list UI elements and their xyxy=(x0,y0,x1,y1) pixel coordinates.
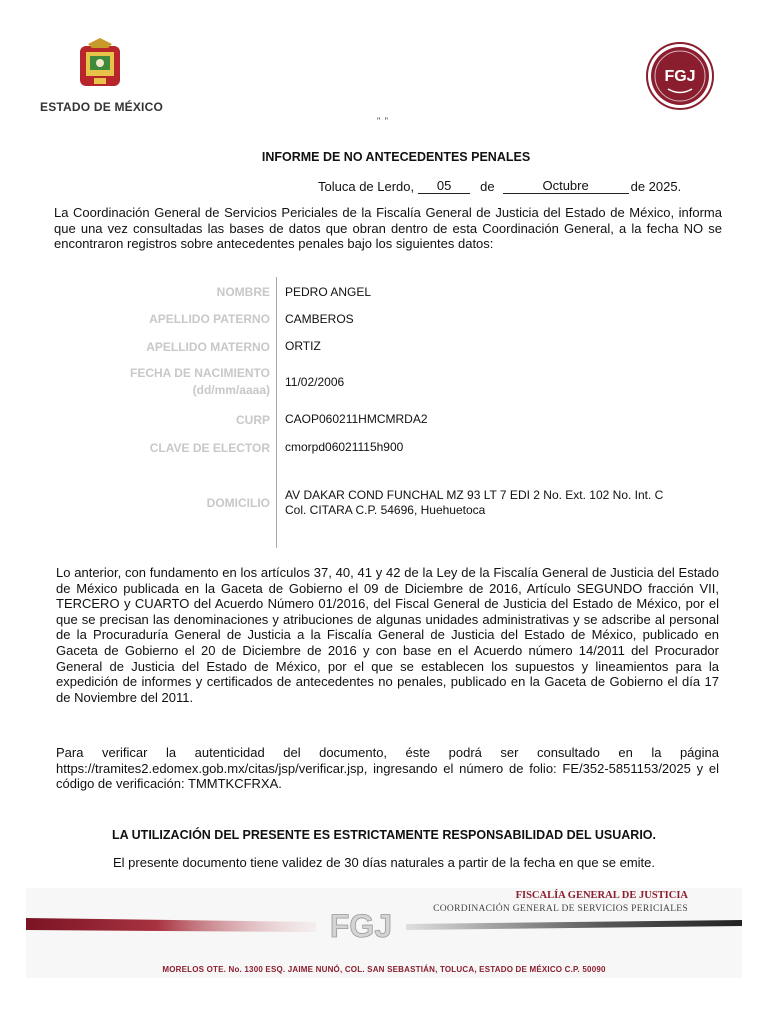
date-day: 05 xyxy=(418,179,470,194)
place-date-line xyxy=(318,179,681,194)
estado-de-mexico-coat-of-arms-icon xyxy=(78,38,122,90)
validity-note: El presente documento tiene validez de 30 días naturales a partir de la fecha en que se emite. xyxy=(112,855,655,870)
footer-fgj-subtitle: COORDINACIÓN GENERAL DE SERVICIOS PERICIALES xyxy=(433,904,688,914)
curp-label: CURP xyxy=(235,413,270,427)
verification-paragraph: Para verificar la autenticidad del documento, éste podrá ser consultado en la página https://tramites2.edomex.gob.mx/citas/jsp/verificar.jsp, ingresando el número de folio: FE/352-5851153/2025 y el código de verificación: TMMTKCFRXA. xyxy=(56,745,719,792)
footer-address: MORELOS OTE. No. 1300 ESQ. JAIME NUNÓ, COL. SAN SEBASTIÁN, TOLUCA, ESTADO DE MÉXICO C.P. 50090 xyxy=(162,965,606,974)
responsibility-warning: LA UTILIZACIÓN DEL PRESENTE ES ESTRICTAMENTE RESPONSABILIDAD DEL USUARIO. xyxy=(111,828,657,842)
fgj-footer-logo xyxy=(318,905,404,945)
svg-text:FGJ: FGJ xyxy=(329,908,393,944)
apellido-materno-value: ORTIZ xyxy=(285,339,321,353)
apellido-materno-label: APELLIDO MATERNO xyxy=(146,340,270,354)
state-name: ESTADO DE MÉXICO xyxy=(40,100,163,114)
date-month: Octubre xyxy=(503,179,629,194)
svg-text:FGJ: FGJ xyxy=(664,68,696,85)
fecha-nacimiento-label: FECHA DE NACIMIENTO xyxy=(129,366,270,380)
nombre-value: PEDRO ANGEL xyxy=(285,285,372,299)
date-de: de xyxy=(480,179,495,194)
fgj-seal-logo xyxy=(646,42,714,110)
intro-paragraph: La Coordinación General de Servicios Periciales de la Fiscalía General de Justicia del Estado de México, informa que una vez consultadas las bases de datos que obran dentro de esta Coordinación General, a la fecha NO se encontraron registros sobre antecedentes penales bajo los siguientes datos: xyxy=(54,205,722,251)
legal-paragraph: Lo anterior, con fundamento en los artículos 37, 40, 41 y 42 de la Ley de la Fiscalía General de Justicia del Estado de México publicada en la Gaceta de Gobierno el 09 de Diciembre de 2016, Artículo SEGUNDO fracción VII, TERCERO y CUARTO del Acuerdo Número 01/2016, del Fiscal General de Justicia del Estado de México, por el que se precisan las denominaciones y atribuciones de algunas unidades administrativas y se adscribe al personal de la Procuraduría General de Justicia a la Fiscalía General de Justicia del Estado de México, publicado en Gaceta de Gobierno el 20 de Diciembre de 2016 y con base en el Acuerdo número 14/2011 del Procurador General de Justicia del Estado de México, por el que se establecen los supuestos y lineamientos para la expedición de informes y certificados de antecedentes no penales, publicado en la Gaceta de Gobierno el día 17 de Noviembre del 2011. xyxy=(56,565,719,705)
fecha-nacimiento-value: 11/02/2006 xyxy=(285,375,345,389)
header-marks: " " xyxy=(377,116,389,126)
domicilio-line-2: Col. CITARA C.P. 54696, Huehuetoca xyxy=(285,503,486,517)
curp-value: CAOP060211HMCMRDA2 xyxy=(285,412,428,426)
document-title: INFORME DE NO ANTECEDENTES PENALES xyxy=(261,150,531,164)
domicilio-line-1: AV DAKAR COND FUNCHAL MZ 93 LT 7 EDI 2 No. Ext. 102 No. Int. C xyxy=(285,488,664,502)
apellido-paterno-label: APELLIDO PATERNO xyxy=(149,312,270,326)
place-text: Toluca de Lerdo, xyxy=(318,179,415,194)
nombre-label: NOMBRE xyxy=(216,285,270,299)
apellido-paterno-value: CAMBEROS xyxy=(285,312,354,326)
date-year: de 2025. xyxy=(630,179,682,194)
fecha-nacimiento-format: (dd/mm/aaaa) xyxy=(192,383,270,397)
footer-fgj-title: FISCALÍA GENERAL DE JUSTICIA xyxy=(515,890,688,901)
domicilio-label: DOMICILIO xyxy=(206,496,270,510)
clave-elector-value: cmorpd06021115h900 xyxy=(285,440,404,454)
table-divider xyxy=(276,277,277,548)
clave-elector-label: CLAVE DE ELECTOR xyxy=(149,441,270,455)
